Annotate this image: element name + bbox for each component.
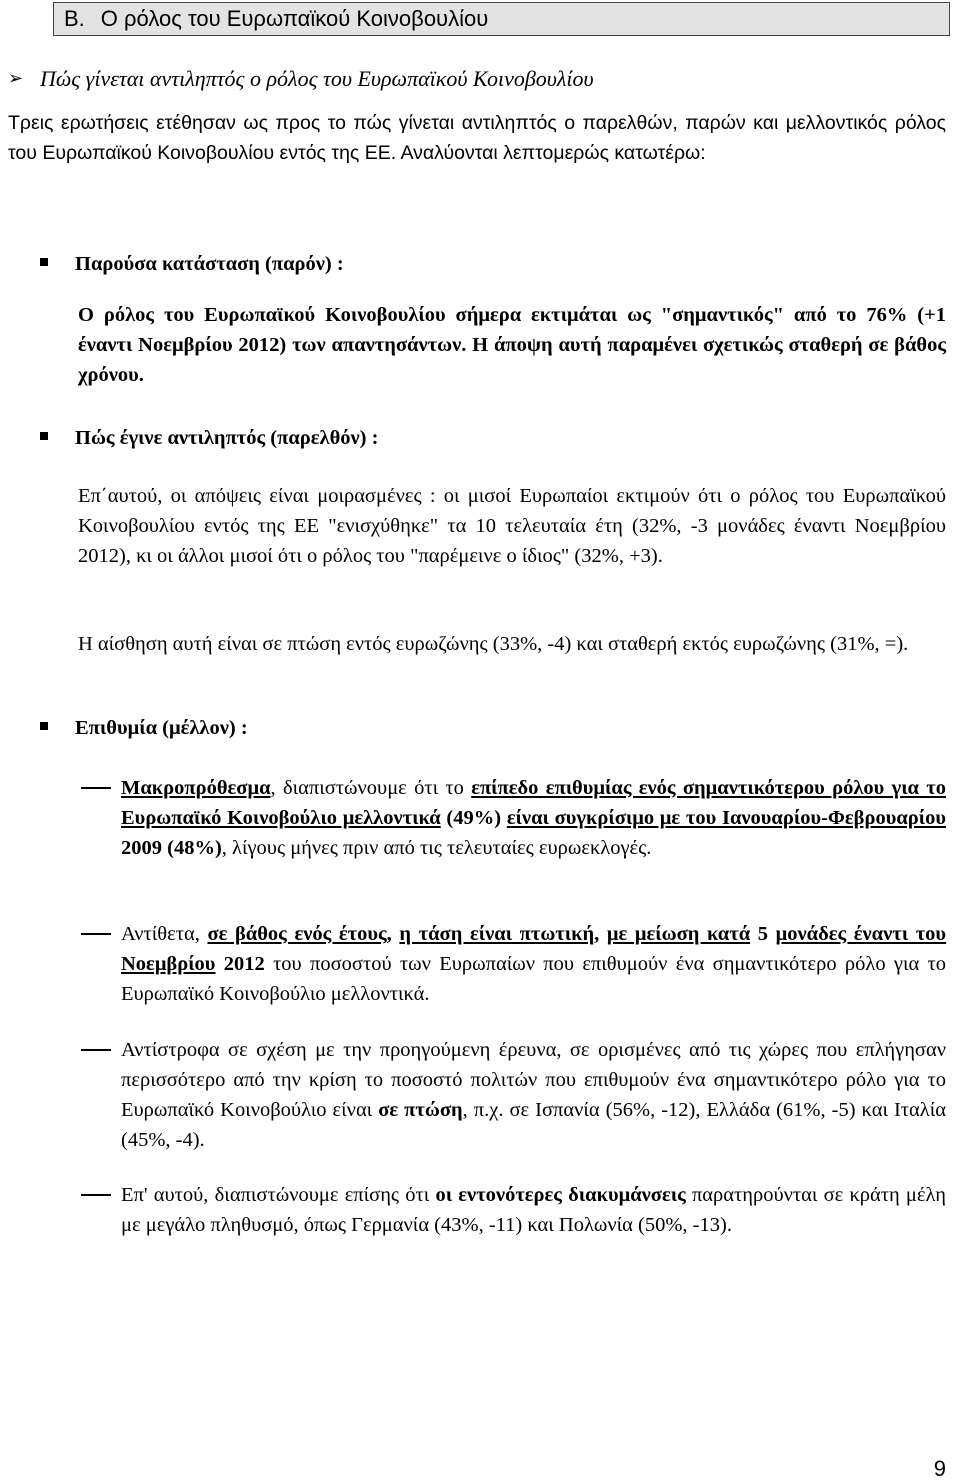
future-item-3-text <box>121 1035 946 1155</box>
text-run: η τάση είναι πτωτική <box>399 923 595 945</box>
future-item-3 <box>78 1035 946 1155</box>
future-item-4-text <box>121 1180 946 1240</box>
text-run: Αντίστροφα σε σχέση με την προηγούμενη έρευνα, σε ορισμένες από τις χώρες που επλήγησαν περισσότερο από την κρίση το ποσοστό πολιτών που επιθυμούν ένα σημαντικότερο ρόλο για το Ευρωπαϊκό Κοινοβούλιο είναι <box>121 1039 946 1121</box>
text-run: επίπεδο επιθυμίας ενός σημαντικότερου ρόλου για το Ευρωπαϊκό Κοινοβούλιο μελλοντικά <box>121 777 946 829</box>
sub-heading <box>8 66 594 92</box>
sub-heading-text: Πώς γίνεται αντιληπτός ο ρόλος του Ευρωπαϊκού Κοινοβουλίου <box>40 66 594 91</box>
present-paragraph: Ο ρόλος του Ευρωπαϊκού Κοινοβουλίου σήμερα εκτιμάται ως "σημαντικός" από το 76% (+1 έναντι Νοεμβρίου 2012) των απαντησάντων. Η άποψη αυτή παραμένει σχετικώς σταθερή σε βάθος χρόνου. <box>78 304 946 386</box>
text-run: , <box>386 923 400 945</box>
future-item-4 <box>78 1180 946 1240</box>
text-run: 5 <box>750 923 776 945</box>
text-run: 2009 (48%) <box>121 837 222 859</box>
text-run: είναι συγκρίσιμο με του Ιανουαρίου-Φεβρουαρίου <box>506 807 946 829</box>
present-heading <box>40 253 344 276</box>
past-paragraph-2: Η αίσθηση αυτή είναι σε πτώση εντός ευρωζώνης (33%, -4) και σταθερή εκτός ευρωζώνης (31%, =). <box>78 633 909 655</box>
text-run: σε βάθος ενός έτους <box>207 923 387 945</box>
dash-bullet-icon <box>81 787 111 789</box>
future-item-1-text <box>121 773 946 863</box>
present-heading-text: Παρούσα κατάσταση (παρόν) : <box>75 253 344 275</box>
past-paragraph-1: Επ΄αυτού, οι απόψεις είναι μοιρασμένες : οι μισοί Ευρωπαίοι εκτιμούν ότι ο ρόλος του Ευρωπαϊκού Κοινοβουλίου εντός της ΕΕ "ενισχύθηκε" τα 10 τελευταία έτη (32%, -3 μονάδες έναντι Νοεμβρίου 2012), κι οι άλλοι μισοί ότι ο ρόλος του "παρέμεινε ο ίδιος" (32%, +3). <box>78 485 946 567</box>
text-run: 2012 <box>215 953 265 975</box>
future-heading <box>40 717 248 740</box>
text-run: μονάδες έναντι του Νοεμβρίου <box>121 923 947 975</box>
future-item-2 <box>78 919 946 1009</box>
intro-paragraph: Τρεις ερωτήσεις ετέθησαν ως προς το πώς γίνεται αντιληπτός ο παρελθών, παρών και μελλοντικός ρόλος του Ευρωπαϊκού Κοινοβουλίου εντός της ΕΕ. Αναλύονται λεπτομερώς κατωτέρω: <box>8 112 946 164</box>
text-run: , λίγους μήνες πριν από τις τελευταίες ευρωεκλογές. <box>221 837 652 859</box>
dash-bullet-icon <box>81 933 111 935</box>
text-run: (49%) <box>440 807 507 829</box>
square-bullet-icon <box>40 258 48 266</box>
future-item-2-text <box>121 919 946 1009</box>
past-heading-text: Πώς έγινε αντιληπτός (παρελθόν) : <box>75 427 379 449</box>
text-run: , διαπιστώνουμε ότι το <box>270 777 472 799</box>
future-item-1 <box>78 773 946 863</box>
section-title: Ο ρόλος του Ευρωπαϊκού Κοινοβουλίου <box>100 6 489 31</box>
text-run: , π.χ. σε Ισπανία (56%, -12), Ελλάδα (61%, -5) και Ιταλία (45%, -4). <box>121 1099 946 1151</box>
section-letter: B. <box>64 6 85 31</box>
arrow-bullet-icon: ➢ <box>8 68 24 89</box>
text-run: , <box>594 923 607 945</box>
dash-bullet-icon <box>81 1194 111 1196</box>
dash-bullet-icon <box>81 1049 111 1051</box>
future-heading-text: Επιθυμία (μέλλον) : <box>75 717 248 739</box>
text-run: παρατηρούνται σε κράτη μέλη με μεγάλο πληθυσμό, όπως Γερμανία (43%, -11) και Πολωνία (50%, -13). <box>121 1184 946 1236</box>
text-run: Αντίθετα, <box>121 923 208 945</box>
text-run: Επ' αυτού, διαπιστώνουμε επίσης ότι <box>121 1184 436 1206</box>
section-header <box>53 2 950 36</box>
text-run: Μακροπρόθεσμα <box>121 777 271 799</box>
square-bullet-icon <box>40 432 48 440</box>
text-run: του ποσοστού των Ευρωπαίων που επιθυμούν ένα σημαντικότερο ρόλο για το Ευρωπαϊκό Κοινοβούλιο μελλοντικά. <box>121 953 947 1005</box>
past-heading <box>40 427 378 450</box>
text-run: με μείωση κατά <box>606 923 751 945</box>
page-number: 9 <box>933 1456 946 1481</box>
text-run: σε πτώση <box>378 1099 463 1121</box>
square-bullet-icon <box>40 722 48 730</box>
text-run: οι εντονότερες διακυμάνσεις <box>435 1184 686 1206</box>
